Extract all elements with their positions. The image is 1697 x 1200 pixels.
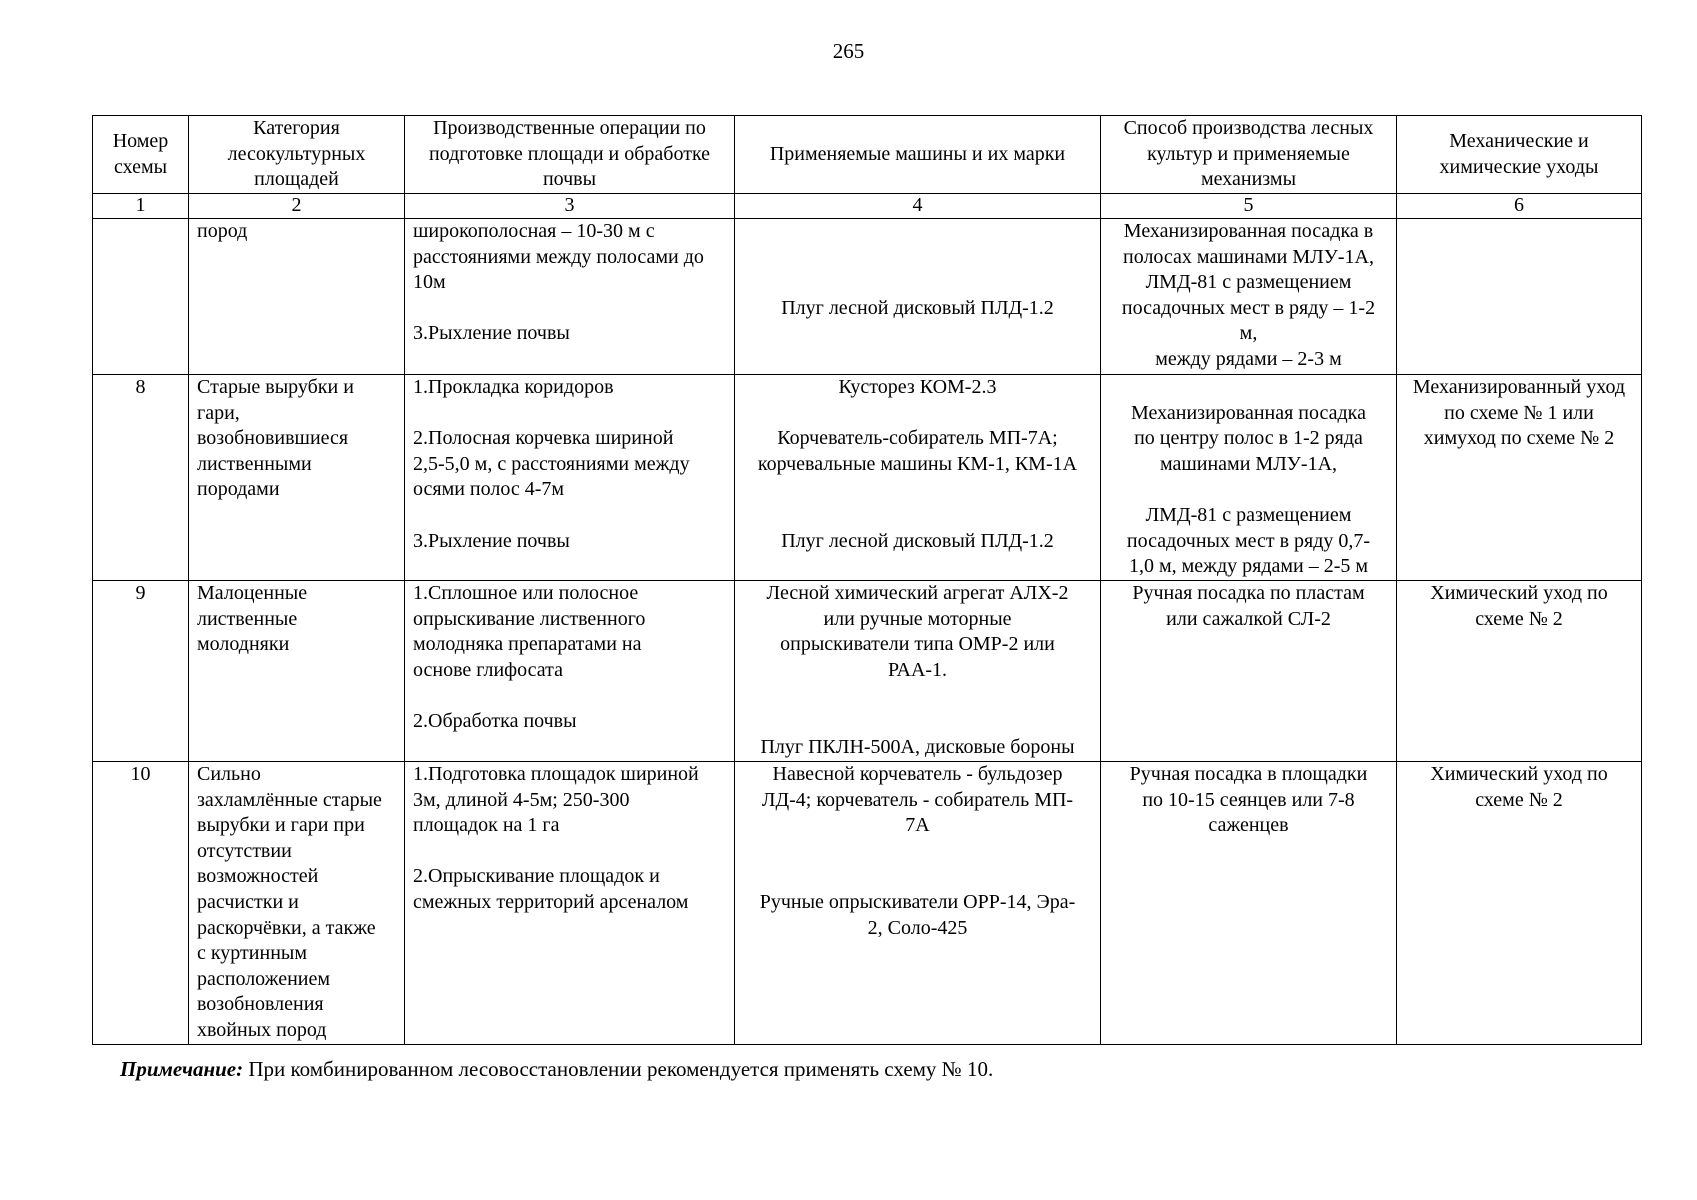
cell-method bbox=[1101, 219, 1397, 375]
text-line: по центру полос в 1-2 ряда bbox=[1134, 427, 1363, 450]
text-line: породами bbox=[197, 478, 280, 501]
text-line: хвойных пород bbox=[197, 1018, 327, 1041]
text-line: ЛД-4; корчеватель - собиратель МП- bbox=[761, 788, 1074, 811]
text-line: Механизированный уход bbox=[1412, 376, 1626, 398]
text-line: 10м bbox=[413, 271, 446, 294]
text-line: посадочных мест в ряду 0,7- bbox=[1126, 529, 1371, 552]
text-line: лиственными bbox=[197, 452, 312, 475]
column-number: 6 bbox=[1397, 194, 1642, 219]
text-line: Механические и bbox=[1449, 129, 1589, 152]
column-number: 4 bbox=[735, 194, 1101, 219]
text-line: 1.Сплошное или полосное bbox=[413, 582, 639, 604]
text-line: 3м, длиной 4-5м; 250-300 bbox=[413, 788, 630, 811]
text-line: Плуг лесной дисковый ПЛД-1.2 bbox=[781, 296, 1054, 319]
text-line: опрыскивание лиственного bbox=[413, 607, 646, 630]
table-row bbox=[93, 581, 1642, 762]
text-line bbox=[739, 219, 1096, 245]
text-line: Химический уход по bbox=[1430, 582, 1608, 604]
text-line: между рядами – 2-3 м bbox=[1155, 347, 1342, 370]
cell-method bbox=[1101, 581, 1397, 762]
text-line: Номер bbox=[112, 129, 169, 152]
cell-machines bbox=[735, 581, 1101, 762]
text-line: схеме № 2 bbox=[1475, 788, 1563, 811]
text-line: возобновления bbox=[197, 993, 324, 1016]
text-line bbox=[413, 401, 730, 427]
text-line: Малоценные bbox=[197, 582, 308, 604]
text-line: осями полос 4-7м bbox=[413, 478, 565, 501]
cell-category bbox=[189, 219, 405, 375]
text-line: Плуг ПКЛН-500А, дисковые бороны bbox=[760, 735, 1075, 758]
cell-category bbox=[189, 762, 405, 1045]
cell-machines bbox=[735, 375, 1101, 581]
cell-care bbox=[1397, 581, 1642, 762]
text-line: м, bbox=[1239, 322, 1258, 345]
text-line: ЛМД-81 с размещением bbox=[1145, 271, 1352, 294]
text-line: 2.Полосная корчевка шириной bbox=[413, 427, 674, 450]
text-line: химуход по схеме № 2 bbox=[1423, 427, 1615, 450]
cell-method bbox=[1101, 762, 1397, 1045]
header-operations bbox=[405, 116, 735, 194]
table-row bbox=[93, 375, 1642, 581]
text-line: Химический уход по bbox=[1430, 763, 1608, 785]
column-number: 1 bbox=[93, 194, 189, 219]
text-line: Плуг лесной дисковый ПЛД-1.2 bbox=[781, 529, 1054, 552]
text-line bbox=[739, 709, 1096, 735]
text-line: почвы bbox=[542, 168, 597, 191]
text-line: Применяемые машины и их марки bbox=[769, 142, 1066, 165]
text-line: площадей bbox=[254, 168, 339, 191]
text-line: молодняки bbox=[197, 633, 290, 656]
text-line: смежных территорий арсеналом bbox=[413, 890, 689, 913]
note-text: При комбинированном лесовосстановлении рекомендуется применять схему № 10. bbox=[243, 1057, 994, 1081]
text-line: 3.Рыхление почвы bbox=[413, 322, 570, 345]
column-number: 5 bbox=[1101, 194, 1397, 219]
text-line: схеме № 2 bbox=[1475, 607, 1563, 630]
text-line bbox=[413, 503, 730, 529]
text-line: гари, bbox=[197, 401, 240, 424]
cell-operations bbox=[405, 219, 735, 375]
text-line: с куртинным bbox=[197, 942, 307, 965]
cell-operations bbox=[405, 581, 735, 762]
text-line bbox=[413, 839, 730, 865]
text-line: 2.Обработка почвы bbox=[413, 709, 577, 732]
text-line: раскорчёвки, а также bbox=[197, 916, 376, 939]
text-line bbox=[739, 245, 1096, 271]
text-line: 2.Опрыскивание площадок и bbox=[413, 865, 660, 888]
cell-machines bbox=[735, 219, 1101, 375]
note-label: Примечание: bbox=[120, 1057, 244, 1081]
text-line: 1,0 м, между рядами – 2-5 м bbox=[1128, 555, 1369, 578]
text-line: 2, Соло-425 bbox=[867, 916, 968, 939]
text-line: возобновившиеся bbox=[197, 427, 349, 450]
text-line: по схеме № 1 или bbox=[1444, 401, 1594, 424]
header-method bbox=[1101, 116, 1397, 194]
text-line: РАА-1. bbox=[887, 658, 948, 681]
cell-scheme-number: 10 bbox=[93, 762, 189, 1045]
header-category bbox=[189, 116, 405, 194]
text-line: вырубки и гари при bbox=[197, 814, 365, 837]
text-line: Механизированная посадка в bbox=[1123, 220, 1374, 242]
text-line: широкополосная – 10-30 м с bbox=[413, 220, 655, 242]
cell-category bbox=[189, 581, 405, 762]
text-line: или ручные моторные bbox=[823, 607, 1012, 630]
text-line: опрыскиватели типа ОМР-2 или bbox=[780, 633, 1055, 656]
cell-operations bbox=[405, 375, 735, 581]
text-line: площадок на 1 га bbox=[413, 814, 560, 837]
text-line: полосах машинами МЛУ-1А, bbox=[1123, 245, 1374, 268]
text-line bbox=[1105, 477, 1392, 503]
text-line bbox=[739, 839, 1096, 865]
text-line bbox=[739, 503, 1096, 529]
text-line: по 10-15 сеянцев или 7-8 bbox=[1142, 788, 1355, 811]
text-line: механизмы bbox=[1201, 168, 1296, 191]
text-line: Ручная посадка в площадки bbox=[1129, 763, 1368, 785]
text-line: расположением bbox=[197, 967, 331, 990]
text-line: Корчеватель-собиратель МП-7А; bbox=[777, 427, 1058, 450]
text-line bbox=[739, 683, 1096, 709]
text-line: расчистки и bbox=[197, 890, 299, 913]
text-line: подготовке площади и обработке bbox=[428, 142, 711, 165]
text-line: Ручные опрыскиватели ОРР-14, Эра- bbox=[759, 890, 1076, 913]
text-line: Способ производства лесных bbox=[1123, 117, 1374, 140]
text-line: Категория bbox=[253, 117, 340, 140]
text-line: Сильно bbox=[197, 763, 261, 785]
text-line: культур и применяемые bbox=[1147, 142, 1350, 165]
text-line: Навесной корчеватель - бульдозер bbox=[772, 763, 1063, 785]
column-number: 3 bbox=[405, 194, 735, 219]
text-line bbox=[1105, 375, 1392, 401]
cell-machines bbox=[735, 762, 1101, 1045]
header-care bbox=[1397, 116, 1642, 194]
text-line: Старые вырубки и bbox=[197, 376, 354, 398]
text-line bbox=[739, 401, 1096, 427]
cell-care bbox=[1397, 762, 1642, 1045]
text-line: лиственные bbox=[197, 607, 298, 630]
text-line: 7А bbox=[905, 814, 930, 837]
text-line: захламлённые старые bbox=[197, 788, 382, 811]
text-line bbox=[739, 477, 1096, 503]
text-line bbox=[413, 683, 730, 709]
cell-care bbox=[1397, 219, 1642, 375]
text-line: 3.Рыхление почвы bbox=[413, 529, 570, 552]
text-line: корчевальные машины КМ-1, КМ-1А bbox=[757, 452, 1078, 475]
text-line: 2,5-5,0 м, с расстояниями между bbox=[413, 452, 690, 475]
column-number: 2 bbox=[189, 194, 405, 219]
header-machines bbox=[735, 116, 1101, 194]
text-line: ЛМД-81 с размещением bbox=[1145, 503, 1352, 526]
text-line: возможностей bbox=[197, 865, 319, 888]
text-line: расстояниями между полосами до bbox=[413, 245, 704, 268]
cell-method bbox=[1101, 375, 1397, 581]
text-line: лесокультурных bbox=[227, 142, 366, 165]
text-line: Лесной химический агрегат АЛХ-2 bbox=[766, 582, 1069, 604]
cell-scheme-number: 8 bbox=[93, 375, 189, 581]
text-line: Производственные операции по bbox=[433, 117, 706, 140]
text-line: 1.Подготовка площадок шириной bbox=[413, 763, 699, 785]
text-line: саженцев bbox=[1208, 814, 1289, 837]
cell-scheme-number bbox=[93, 219, 189, 375]
table-row bbox=[93, 219, 1642, 375]
header-scheme-number bbox=[93, 116, 189, 194]
text-line: Механизированная посадка bbox=[1131, 401, 1366, 424]
cell-scheme-number: 9 bbox=[93, 581, 189, 762]
text-line bbox=[413, 296, 730, 322]
cell-category bbox=[189, 375, 405, 581]
text-line: или сажалкой СЛ-2 bbox=[1166, 607, 1331, 630]
column-number-row bbox=[93, 194, 1642, 219]
text-line: машинами МЛУ-1А, bbox=[1159, 452, 1338, 475]
cell-operations bbox=[405, 762, 735, 1045]
text-line: схемы bbox=[113, 155, 168, 178]
text-line: пород bbox=[197, 220, 248, 242]
text-line: химические уходы bbox=[1439, 155, 1599, 178]
header-row bbox=[93, 116, 1642, 194]
cell-care bbox=[1397, 375, 1642, 581]
table-note bbox=[120, 1056, 993, 1082]
text-line: Ручная посадка по пластам bbox=[1132, 582, 1365, 604]
text-line: Кусторез КОМ-2.3 bbox=[838, 376, 997, 398]
forestry-schemes-table bbox=[92, 115, 1642, 1045]
page-number: 265 bbox=[832, 39, 865, 63]
text-line: отсутствии bbox=[197, 839, 292, 862]
text-line: молодняка препаратами на bbox=[413, 633, 642, 656]
text-line bbox=[739, 270, 1096, 296]
text-line: основе глифосата bbox=[413, 658, 563, 681]
text-line: посадочных мест в ряду – 1-2 bbox=[1121, 296, 1376, 319]
table-row bbox=[93, 762, 1642, 1045]
text-line: 1.Прокладка коридоров bbox=[413, 376, 614, 398]
text-line bbox=[739, 864, 1096, 890]
